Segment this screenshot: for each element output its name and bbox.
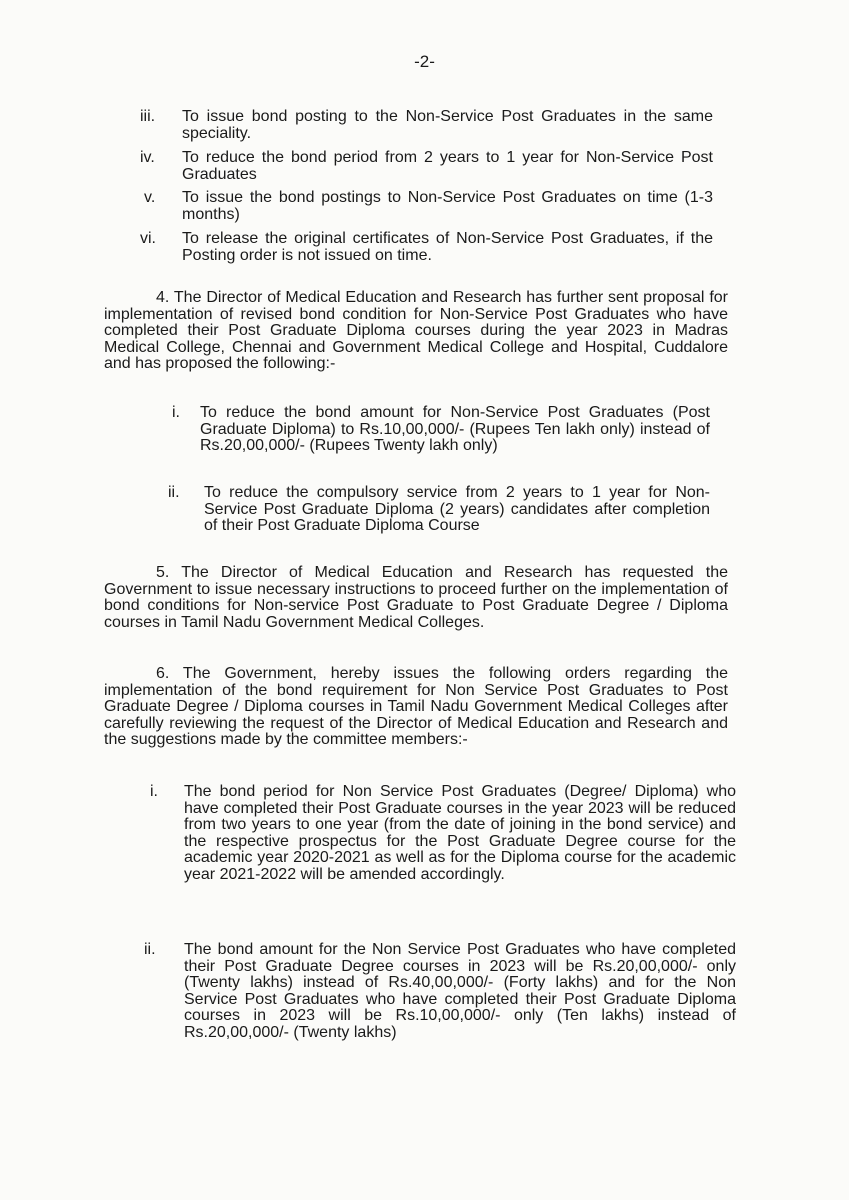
list-item-number: iv.	[140, 149, 155, 166]
list-item-number: i.	[172, 404, 180, 421]
paragraph-4	[104, 290, 728, 373]
list-item	[140, 231, 715, 265]
list-item-number: iii.	[140, 108, 156, 125]
paragraph-5	[104, 565, 728, 631]
list-item-number: ii.	[168, 484, 180, 501]
list-item-text: To issue the bond postings to Non-Service Post Graduates on time (1-3 months)	[182, 189, 713, 223]
list-item-text: To reduce the compulsory service from 2 years to 1 year for Non-Service Post Graduate Diploma (2 years) candidates after completion of their Post Graduate Diploma Course	[204, 484, 710, 534]
page-number: -2-	[414, 52, 435, 71]
list-item	[140, 190, 715, 224]
list-item	[172, 405, 712, 457]
list-item-text: The bond period for Non Service Post Graduates (Degree/ Diploma) who have completed their Post Graduate courses in the year 2023 will be reduced from two years to one year (from the date of joining in the bond service) and the respective prospectus for the Post Graduate Degree course for the academic year 2020-2021 as well as for the Diploma course for the academic year 2021-2022 will be amended accordingly.	[184, 783, 736, 883]
list-item-text: The bond amount for the Non Service Post Graduates who have completed their Post Graduate Degree courses in 2023 will be Rs.20,00,000/- only (Twenty lakhs) instead of Rs.40,00,000/- (Forty lakhs) and for the Non Service Post Graduates who have completed their Post Graduate Diploma courses in 2023 will be Rs.10,00,000/- only (Ten lakhs) instead of Rs.20,00,000/- (Twenty lakhs)	[184, 941, 736, 1041]
list-item-text: To reduce the bond period from 2 years to 1 year for Non-Service Post Graduates	[182, 149, 713, 183]
list-item-number: ii.	[144, 941, 156, 958]
list-item-number: vi.	[140, 230, 156, 247]
paragraph-6-text: 6. The Government, hereby issues the following orders regarding the implementation of the bond requirement for Non Service Post Graduates to Post Graduate Degree / Diploma courses in Tamil Nadu Government Medical Colleges after carefully reviewing the request of the Director of Medical Education and Research and the suggestions made by the committee members:-	[104, 665, 728, 748]
list-item-number: v.	[144, 189, 156, 206]
list-item-text: To reduce the bond amount for Non-Service Post Graduates (Post Graduate Diploma) to Rs.10,00,000/- (Rupees Ten lakh only) instead of Rs.20,00,000/- (Rupees Twenty lakh only)	[200, 404, 710, 454]
paragraph-4-text: 4. The Director of Medical Education and Research has further sent proposal for implementation of revised bond condition for Non-Service Post Graduates who have completed their Post Graduate Diploma courses during the year 2023 in Madras Medical College, Chennai and Government Medical College and Hospital, Cuddalore and has proposed the following:-	[104, 289, 728, 372]
paragraph-6	[104, 666, 728, 749]
list-item-text: To issue bond posting to the Non-Service Post Graduates in the same speciality.	[182, 108, 713, 142]
paragraph-5-text: 5. The Director of Medical Education and Research has requested the Government to issue necessary instructions to proceed further on the implementation of bond conditions for Non-service Post Graduate to Post Graduate Degree / Diploma courses in Tamil Nadu Government Medical Colleges.	[104, 564, 728, 631]
list-item	[140, 150, 715, 184]
list-item-number: i.	[150, 783, 158, 800]
list-item	[140, 109, 715, 143]
list-item-text: To release the original certificates of Non-Service Post Graduates, if the Posting order is not issued on time.	[182, 230, 713, 264]
list-item	[168, 485, 712, 537]
list-item	[144, 942, 738, 1062]
list-item	[150, 784, 738, 919]
